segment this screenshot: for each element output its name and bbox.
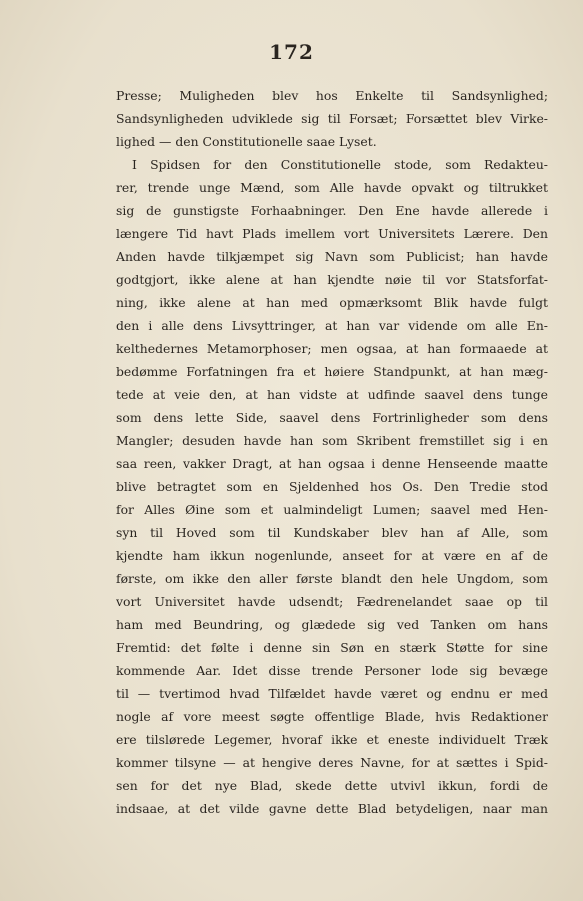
text-line: som dens lette Side, saavel dens Fortrinligheder som dens bbox=[116, 410, 548, 425]
body-text bbox=[116, 84, 548, 820]
text-line: længere Tid havt Plads imellem vort Universitets Lærere. Den bbox=[116, 226, 548, 241]
text-line: kommende Aar. Idet disse trende Personer lode sig bevæge bbox=[116, 663, 548, 678]
text-line: indsaae, at det vilde gavne dette Blad betydeligen, naar man bbox=[116, 801, 548, 816]
text-line: Presse; Muligheden blev hos Enkelte til Sandsynlighed; bbox=[116, 88, 548, 103]
text-line: den i alle dens Livsyttringer, at han var vidende om alle En- bbox=[116, 318, 548, 333]
text-line: nogle af vore meest søgte offentlige Blade, hvis Redaktioner bbox=[116, 709, 548, 724]
text-line: saa reen, vakker Dragt, at han ogsaa i denne Henseende maatte bbox=[116, 456, 548, 471]
text-line: ning, ikke alene at han med opmærksomt Blik havde fulgt bbox=[116, 295, 548, 310]
text-line: for Alles Øine som et ualmindeligt Lumen; saavel med Hen- bbox=[116, 502, 548, 517]
text-line: godtgjort, ikke alene at han kjendte nøie til vor Statsforfat- bbox=[116, 272, 548, 287]
text-line: Anden havde tilkjæmpet sig Navn som Publicist; han havde bbox=[116, 249, 548, 264]
text-line: kelthedernes Metamorphoser; men ogsaa, at han formaaede at bbox=[116, 341, 548, 356]
text-line: rer, trende unge Mænd, som Alle havde opvakt og tiltrukket bbox=[116, 180, 548, 195]
text-line: blive betragtet som en Sjeldenhed hos Os. Den Tredie stod bbox=[116, 479, 548, 494]
text-line: ham med Beundring, og glædede sig ved Tanken om hans bbox=[116, 617, 548, 632]
text-line: Fremtid: det følte i denne sin Søn en stærk Støtte for sine bbox=[116, 640, 548, 655]
text-line: kjendte ham ikkun nogenlunde, anseet for at være en af de bbox=[116, 548, 548, 563]
text-line: Mangler; desuden havde han som Skribent fremstillet sig i en bbox=[116, 433, 548, 448]
text-line: lighed — den Constitutionelle saae Lyset. bbox=[116, 134, 377, 149]
text-line: I Spidsen for den Constitutionelle stode, som Redakteu- bbox=[132, 157, 548, 172]
text-line: vort Universitet havde udsendt; Fædrenelandet saae op til bbox=[116, 594, 548, 609]
text-line: syn til Hoved som til Kundskaber blev han af Alle, som bbox=[116, 525, 548, 540]
text-line: bedømme Forfatningen fra et høiere Standpunkt, at han mæg- bbox=[116, 364, 548, 379]
text-line: ere tilslørede Legemer, hvoraf ikke et eneste individuelt Træk bbox=[116, 732, 548, 747]
text-line: sig de gunstigste Forhaabninger. Den Ene havde allerede i bbox=[116, 203, 548, 218]
text-line: til — tvertimod hvad Tilfældet havde været og endnu er med bbox=[116, 686, 548, 701]
text-line: tede at veie den, at han vidste at udfinde saavel dens tunge bbox=[116, 387, 548, 402]
page-number: 172 bbox=[269, 40, 314, 64]
text-line: første, om ikke den aller første blandt den hele Ungdom, som bbox=[116, 571, 548, 586]
text-line: kommer tilsyne — at hengive deres Navne, for at sættes i Spid- bbox=[116, 755, 548, 770]
text-line: Sandsynligheden udviklede sig til Forsæt; Forsættet blev Virke- bbox=[116, 111, 548, 126]
text-line: sen for det nye Blad, skede dette utvivl ikkun, fordi de bbox=[116, 778, 548, 793]
